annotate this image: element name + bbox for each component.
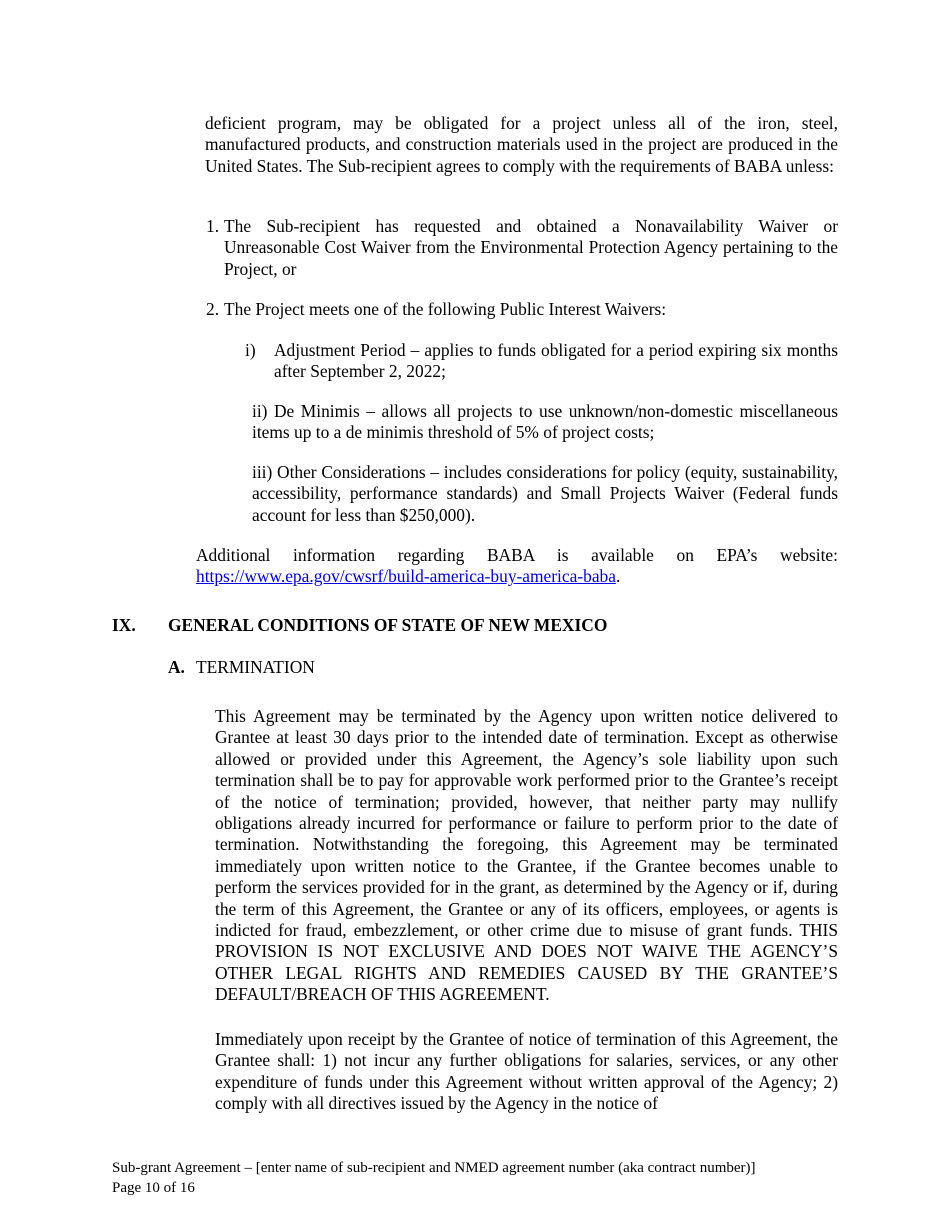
baba-info: [196, 545, 838, 588]
baba-website-link[interactable]: https://www.epa.gov/cwsrf/build-america-buy-america-baba: [196, 566, 616, 587]
waiver-other-considerations: iii) Other Considerations – includes considerations for policy (equity, sustainability, accessibility, performance standards) and Small Projects Waiver (Federal funds account for less than $250,000).: [252, 462, 838, 525]
baba-info-text: Additional information regarding BABA is available on EPA’s website:: [196, 545, 838, 565]
section-number: IX.: [112, 615, 136, 635]
section-title: GENERAL CONDITIONS OF STATE OF NEW MEXICO: [168, 615, 608, 635]
footer-page-number: Page 10 of 16: [112, 1180, 195, 1196]
waiver-adjustment-period: Adjustment Period – applies to funds obligated for a period expiring six months after September 2, 2022;: [274, 340, 838, 382]
termination-paragraph-2: Immediately upon receipt by the Grantee of notice of termination of this Agreement, the Grantee shall: 1) not incur any further obligations for salaries, services, or any other expenditure of funds under this Agreement without written approval of the Agency; 2) comply with all directives issued by the Agency in the notice of: [215, 1029, 838, 1114]
termination-paragraph-1: This Agreement may be terminated by the Agency upon written notice delivered to Grantee at least 30 days prior to the intended date of termination. Except as otherwise allowed or provided under this Agreement, the Agency’s sole liability upon such termination shall be to pay for approvable work performed prior to the Grantee’s receipt of the notice of termination; provided, however, that neither party may nullify obligations already incurred for performance or failure to perform prior to the date of termination. Notwithstanding the foregoing, this Agreement may be terminated immediately upon written notice to the Grantee, if the Grantee becomes unable to perform the services provided for in the grant, as determined by the Agency or if, during the term of this Agreement, the Grantee or any of its officers, employees, or agents is indicted for fraud, embezzlement, or other crime due to misuse of grant funds. THIS PROVISION IS NOT EXCLUSIVE AND DOES NOT WAIVE THE AGENCY’S OTHER LEGAL RIGHTS AND REMEDIES CAUSED BY THE GRANTEE’S DEFAULT/BREACH OF THIS AGREEMENT.: [215, 706, 838, 1005]
intro-paragraph: deficient program, may be obligated for a project unless all of the iron, steel, manufactured products, and construction materials used in the project are produced in the United States. The Sub-recipient agrees to comply with the requirements of BABA unless:: [205, 113, 838, 176]
list-item-1: The Sub-recipient has requested and obtained a Nonavailability Waiver or Unreasonable Cost Waiver from the Environmental Protection Agency pertaining to the Project, or: [224, 216, 838, 279]
footer-agreement-line: Sub-grant Agreement – [enter name of sub-recipient and NMED agreement number (aka contract number)]: [112, 1160, 756, 1176]
list-number-2: 2.: [206, 299, 220, 319]
baba-info-period: .: [615, 566, 621, 587]
subsection-title: TERMINATION: [196, 657, 315, 677]
list-item-2: The Project meets one of the following Public Interest Waivers:: [224, 299, 667, 319]
waiver-de-minimis: ii) De Minimis – allows all projects to use unknown/non-domestic miscellaneous items up to a de minimis threshold of 5% of project costs;: [252, 401, 838, 443]
list-number-1: 1.: [206, 216, 220, 236]
subsection-letter: A.: [168, 657, 185, 677]
waiver-number-i: i): [245, 340, 256, 360]
